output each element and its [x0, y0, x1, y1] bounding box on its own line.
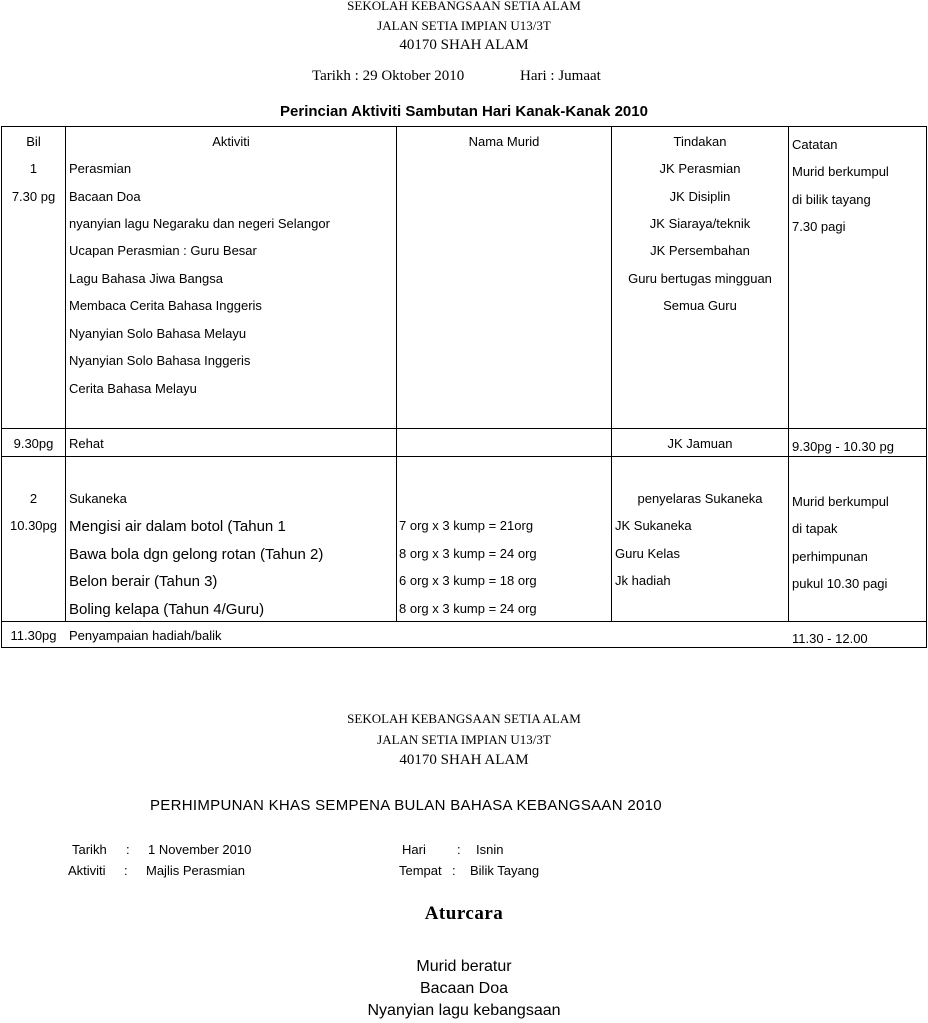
row3-tindakan-title: penyelaras Sukaneka — [637, 491, 763, 506]
row1-catatan: di bilik tayang — [792, 192, 871, 207]
day-line: Hari : Jumaat — [520, 68, 601, 84]
row3-murid: 6 org x 3 kump = 18 org — [399, 573, 537, 588]
hari-colon: : — [457, 842, 461, 857]
row1-catatan: Murid berkumpul — [792, 164, 889, 179]
row1-bil: 1 — [29, 161, 38, 176]
tempat-label: Tempat — [399, 863, 442, 878]
row2-catatan: 9.30pg - 10.30 pg — [792, 439, 894, 454]
row3-activity: Boling kelapa (Tahun 4/Guru) — [69, 601, 265, 618]
row2-time: 9.30pg — [13, 436, 54, 451]
row1-activity: Nyanyian Solo Bahasa Inggeris — [69, 353, 251, 368]
row4-activity: Penyampaian hadiah/balik — [69, 628, 222, 643]
aturcara-item: Nyanyian lagu kebangsaan — [367, 1002, 561, 1019]
header-bil: Bil — [26, 134, 41, 149]
row3-catatan: pukul 10.30 pagi — [792, 576, 888, 591]
row1-tindakan: JK Siaraya/teknik — [649, 216, 751, 231]
col-divider — [396, 127, 397, 621]
row3-time: 10.30pg — [10, 518, 57, 533]
row4-time: 11.30pg — [10, 628, 57, 643]
row3-murid: 7 org x 3 kump = 21org — [399, 518, 534, 533]
row-divider — [2, 456, 926, 457]
row1-activity: Ucapan Perasmian : Guru Besar — [69, 243, 257, 258]
row3-activity-title: Sukaneka — [69, 491, 127, 506]
school-street: JALAN SETIA IMPIAN U13/3T — [377, 18, 551, 33]
header-catatan: Catatan — [792, 137, 838, 152]
row1-tindakan: Guru bertugas mingguan — [628, 271, 772, 286]
row1-time: 7.30 pg — [11, 189, 56, 204]
aktiviti-label: Aktiviti — [68, 863, 106, 878]
row1-activity: nyanyian lagu Negaraku dan negeri Selangor — [69, 216, 330, 231]
row3-tindakan: Guru Kelas — [615, 546, 681, 561]
row2-activity: Rehat — [69, 436, 104, 451]
row1-catatan: 7.30 pagi — [792, 219, 846, 234]
tarikh-colon: : — [126, 842, 130, 857]
row4-catatan: 11.30 - 12.00 — [792, 631, 868, 646]
row1-activity: Membaca Cerita Bahasa Inggeris — [69, 298, 262, 313]
activity-table — [1, 126, 927, 648]
row3-catatan: di tapak — [792, 521, 838, 536]
school-name: SEKOLAH KEBANGSAAN SETIA ALAM — [347, 0, 581, 13]
tarikh-value: 1 November 2010 — [148, 842, 252, 857]
assembly-title: PERHIMPUNAN KHAS SEMPENA BULAN BAHASA KEBANGSAAN 2010 — [150, 797, 662, 814]
row1-activity: Bacaan Doa — [69, 189, 141, 204]
row3-activity: Mengisi air dalam botol (Tahun 1 — [69, 518, 286, 535]
tempat-value: Bilik Tayang — [470, 863, 540, 878]
aturcara-item: Bacaan Doa — [419, 980, 509, 997]
tempat-colon: : — [452, 863, 456, 878]
row1-tindakan: JK Disiplin — [669, 189, 731, 204]
row1-tindakan: JK Persembahan — [650, 243, 750, 258]
hari-label: Hari — [402, 842, 426, 857]
row1-activity: Cerita Bahasa Melayu — [69, 381, 197, 396]
row1-tindakan: Semua Guru — [663, 298, 737, 313]
row1-activity: Perasmian — [69, 161, 132, 176]
school-city: 40170 SHAH ALAM — [399, 37, 529, 53]
row3-activity: Bawa bola dgn gelong rotan (Tahun 2) — [69, 546, 324, 563]
aturcara-title: Aturcara — [424, 903, 504, 924]
tarikh-label: Tarikh — [72, 842, 107, 857]
row3-catatan: perhimpunan — [792, 549, 868, 564]
col-divider — [788, 127, 789, 621]
row3-bil: 2 — [29, 491, 38, 506]
row-divider — [2, 621, 926, 622]
row3-murid: 8 org x 3 kump = 24 org — [399, 546, 537, 561]
hari-value: Isnin — [476, 842, 504, 857]
row2-tindakan: JK Jamuan — [667, 436, 733, 451]
row3-tindakan: JK Sukaneka — [615, 518, 692, 533]
header-nama-murid: Nama Murid — [468, 134, 540, 149]
header-aktiviti: Aktiviti — [212, 134, 250, 149]
row3-activity: Belon berair (Tahun 3) — [69, 573, 218, 590]
row1-tindakan: JK Perasmian — [659, 161, 741, 176]
row1-activity: Nyanyian Solo Bahasa Melayu — [69, 326, 247, 341]
school-name-2: SEKOLAH KEBANGSAAN SETIA ALAM — [347, 711, 581, 726]
row3-catatan: Murid berkumpul — [792, 494, 889, 509]
page-title: Perincian Aktiviti Sambutan Hari Kanak-Kanak 2010 — [280, 103, 648, 120]
school-street-2: JALAN SETIA IMPIAN U13/3T — [377, 732, 551, 747]
row3-tindakan: Jk hadiah — [615, 573, 671, 588]
row-divider — [2, 428, 926, 429]
row3-murid: 8 org x 3 kump = 24 org — [399, 601, 537, 616]
aturcara-item: Murid beratur — [416, 958, 512, 975]
aktiviti-colon: : — [124, 863, 128, 878]
school-city-2: 40170 SHAH ALAM — [399, 752, 529, 768]
header-tindakan: Tindakan — [673, 134, 727, 149]
date-line: Tarikh : 29 Oktober 2010 — [312, 68, 465, 84]
col-divider — [65, 127, 66, 621]
aktiviti-value: Majlis Perasmian — [146, 863, 245, 878]
row1-activity: Lagu Bahasa Jiwa Bangsa — [69, 271, 223, 286]
